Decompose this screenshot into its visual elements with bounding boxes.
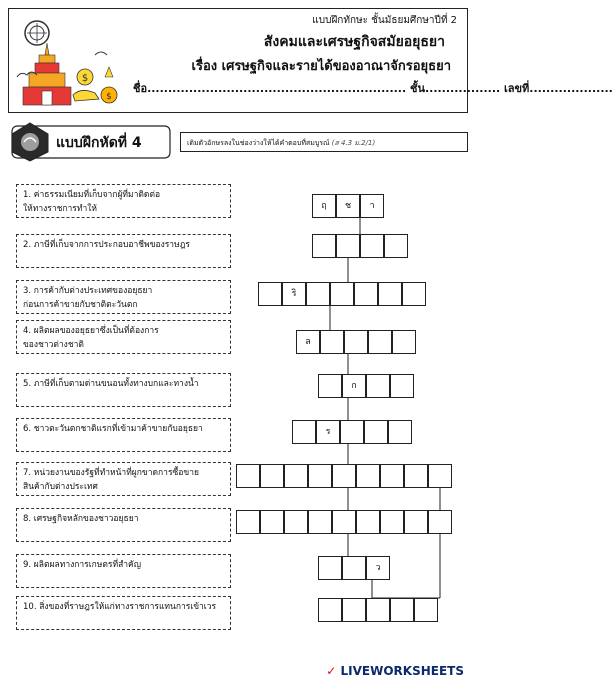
clue-1: 1. ค่าธรรมเนียมที่เก็บจากผู้ที่มาติดต่อ ให้ทางราชการทำให้ — [16, 184, 231, 218]
grid-cell-r6-c5[interactable] — [388, 420, 412, 444]
clue-6: 6. ชาวตะวันตกชาติแรกที่เข้ามาค้าขายกับอยุธยา — [16, 418, 231, 452]
grid-cell-r8-c4[interactable] — [308, 510, 332, 534]
clue-3: 3. การค้ากับต่างประเทศของอยุธยา ก่อนการค้าขายกับชาติตะวันตก — [16, 280, 231, 314]
svg-text:$: $ — [106, 92, 112, 102]
clue-10: 10. สิ่งของที่ราษฎรให้แก่ทางราชการแทนการเข้าเวร — [16, 596, 231, 630]
grid-cell-r6-c2[interactable]: ร — [316, 420, 340, 444]
grid-cell-r3-c3[interactable] — [306, 282, 330, 306]
grid-cell-r9-c1[interactable] — [318, 556, 342, 580]
grid-cell-r8-c5[interactable] — [332, 510, 356, 534]
grid-cell-r2-c4[interactable] — [384, 234, 408, 258]
clue-8: 8. เศรษฐกิจหลักของชาวอยุธยา — [16, 508, 231, 542]
grid-cell-r4-c4[interactable] — [368, 330, 392, 354]
exercise-title: แบบฝึกหัดที่ 4 — [56, 135, 142, 151]
grid-cell-r1-c2[interactable]: ช — [336, 194, 360, 218]
grid-cell-r7-c9[interactable] — [428, 464, 452, 488]
grid-cell-r5-c3[interactable] — [366, 374, 390, 398]
grid-cell-r6-c4[interactable] — [364, 420, 388, 444]
grid-cell-r3-c2[interactable]: ริ — [282, 282, 306, 306]
grid-cell-r3-c4[interactable] — [330, 282, 354, 306]
grid-cell-r3-c1[interactable] — [258, 282, 282, 306]
grid-cell-r10-c2[interactable] — [342, 598, 366, 622]
grid-cell-r10-c3[interactable] — [366, 598, 390, 622]
subject-line: แบบฝึกทักษะ ชั้นมัธยมศึกษาปีที่ 2 — [312, 15, 457, 26]
clue-5: 5. ภาษีที่เก็บตามด่านขนอนทั้งทางบกและทางน้ำ — [16, 373, 231, 407]
grid-cell-r4-c3[interactable] — [344, 330, 368, 354]
footer-brand-label: LIVEWORKSHEETS — [340, 664, 464, 678]
clue-7: 7. หน่วยงานของรัฐที่ทำหน้าที่ผูกขาดการซื้อขาย สินค้ากับต่างประเทศ — [16, 462, 231, 496]
grid-cell-r7-c6[interactable] — [356, 464, 380, 488]
grid-cell-r8-c9[interactable] — [428, 510, 452, 534]
grid-cell-r5-c4[interactable] — [390, 374, 414, 398]
grid-cell-r9-c3[interactable]: ว — [366, 556, 390, 580]
indicator-code: (ส 4.3 ม.2/1) — [331, 139, 376, 147]
grid-cell-r7-c5[interactable] — [332, 464, 356, 488]
grid-cell-r6-c3[interactable] — [340, 420, 364, 444]
instruction-text: เติมตัวอักษรลงในช่องว่างให้ได้คำตอบที่สมบูรณ์ — [187, 139, 330, 147]
grid-cell-r7-c1[interactable] — [236, 464, 260, 488]
grid-cell-r10-c5[interactable] — [414, 598, 438, 622]
grid-cell-r1-c1[interactable]: ฤ — [312, 194, 336, 218]
clue-2: 2. ภาษีที่เก็บจากการประกอบอาชีพของราษฎร — [16, 234, 231, 268]
grid-cell-r4-c2[interactable] — [320, 330, 344, 354]
grid-cell-r5-c2[interactable]: ก — [342, 374, 366, 398]
grid-cell-r8-c8[interactable] — [404, 510, 428, 534]
grid-cell-r5-c1[interactable] — [318, 374, 342, 398]
clue-9: 9. ผลิตผลทางการเกษตรที่สำคัญ — [16, 554, 231, 588]
grid-cell-r10-c1[interactable] — [318, 598, 342, 622]
grid-cell-r8-c1[interactable] — [236, 510, 260, 534]
footer-brand: ✓ LIVEWORKSHEETS — [326, 664, 464, 678]
grid-cell-r4-c5[interactable] — [392, 330, 416, 354]
grid-cell-r8-c6[interactable] — [356, 510, 380, 534]
grid-cell-r7-c4[interactable] — [308, 464, 332, 488]
grid-cell-r6-c1[interactable] — [292, 420, 316, 444]
course-title: สังคมและเศรษฐกิจสมัยอยุธยา — [263, 34, 445, 50]
student-info-line[interactable]: ชื่อ.............................................................. ชั้น.................. เลขที่.................... — [133, 82, 613, 95]
grid-cell-r3-c6[interactable] — [378, 282, 402, 306]
grid-cell-r7-c8[interactable] — [404, 464, 428, 488]
grid-cell-r8-c7[interactable] — [380, 510, 404, 534]
grid-cell-r9-c2[interactable] — [342, 556, 366, 580]
topic-title: เรื่อง เศรษฐกิจและรายได้ของอาณาจักรอยุธยา — [191, 59, 451, 74]
grid-cell-r1-c3[interactable]: า — [360, 194, 384, 218]
grid-cell-r2-c3[interactable] — [360, 234, 384, 258]
grid-cell-r7-c2[interactable] — [260, 464, 284, 488]
svg-text:$: $ — [81, 73, 89, 84]
grid-cell-r7-c7[interactable] — [380, 464, 404, 488]
clue-4: 4. ผลิตผลของอยุธยาซึ่งเป็นที่ต้องการ ของชาวต่างชาติ — [16, 320, 231, 354]
grid-cell-r4-c1[interactable]: ล — [296, 330, 320, 354]
grid-cell-r3-c5[interactable] — [354, 282, 378, 306]
grid-cell-r8-c2[interactable] — [260, 510, 284, 534]
grid-cell-r3-c7[interactable] — [402, 282, 426, 306]
grid-cell-r8-c3[interactable] — [284, 510, 308, 534]
grid-cell-r2-c1[interactable] — [312, 234, 336, 258]
grid-cell-r2-c2[interactable] — [336, 234, 360, 258]
grid-cell-r7-c3[interactable] — [284, 464, 308, 488]
grid-cell-r10-c4[interactable] — [390, 598, 414, 622]
